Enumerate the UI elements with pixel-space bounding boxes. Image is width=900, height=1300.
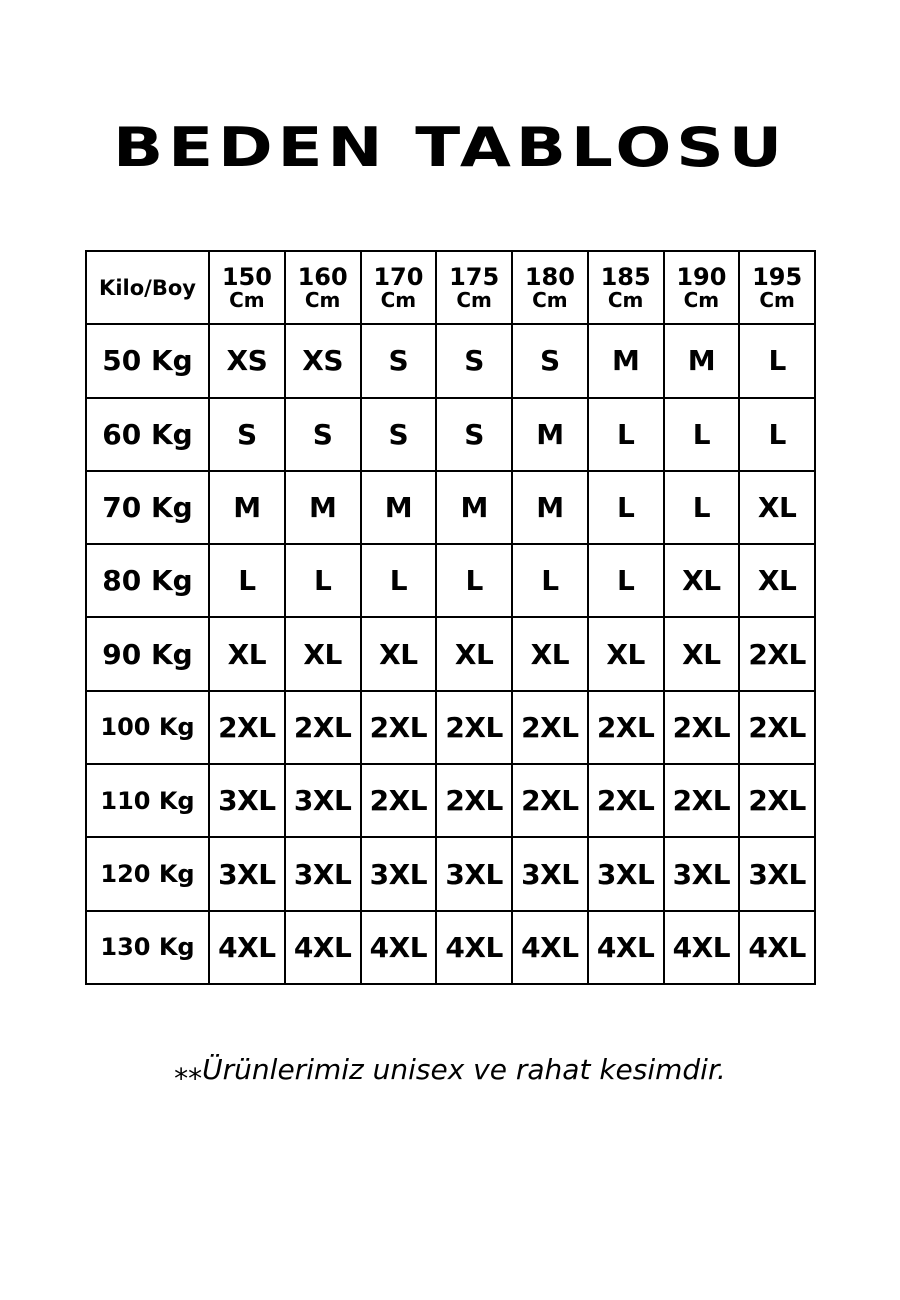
size-cell: XL [361, 617, 437, 690]
size-cell: L [739, 324, 815, 397]
size-cell: 2XL [436, 764, 512, 837]
size-cell: 4XL [285, 911, 361, 984]
size-cell: L [588, 398, 664, 471]
weight-label: 70 Kg [86, 471, 209, 544]
height-header-195 [739, 251, 815, 324]
size-cell: 2XL [436, 691, 512, 764]
weight-label: 130 Kg [86, 911, 209, 984]
height-header-185 [588, 251, 664, 324]
size-cell: XS [209, 324, 285, 397]
size-cell: 4XL [361, 911, 437, 984]
size-cell: M [664, 324, 740, 397]
table-row [86, 617, 815, 690]
size-cell: 3XL [588, 837, 664, 910]
size-cell: 4XL [588, 911, 664, 984]
size-cell: 2XL [512, 691, 588, 764]
table-row [86, 837, 815, 910]
table-row [86, 691, 815, 764]
size-cell: M [512, 398, 588, 471]
size-cell: L [739, 398, 815, 471]
height-value: 160 [297, 263, 348, 292]
size-cell: 2XL [739, 691, 815, 764]
height-value: 150 [221, 263, 272, 292]
footnote: ⁎⁎Ürünlerimiz unisex ve rahat kesimdir. [174, 1053, 726, 1086]
weight-label: 100 Kg [86, 691, 209, 764]
size-cell: 3XL [361, 837, 437, 910]
size-cell: 2XL [209, 691, 285, 764]
height-header-180 [512, 251, 588, 324]
corner-label: Kilo/Boy [86, 251, 209, 324]
height-unit: Cm [229, 288, 265, 313]
size-cell: L [588, 471, 664, 544]
weight-label: 120 Kg [86, 837, 209, 910]
size-cell: S [285, 398, 361, 471]
size-cell: M [285, 471, 361, 544]
height-unit: Cm [607, 288, 644, 313]
table-row [86, 911, 815, 984]
size-cell: L [664, 471, 740, 544]
weight-label: 110 Kg [86, 764, 209, 837]
size-cell: L [285, 544, 361, 617]
height-value: 170 [373, 263, 424, 292]
weight-label: 60 Kg [86, 398, 209, 471]
weight-label: 50 Kg [86, 324, 209, 397]
height-value: 185 [600, 263, 651, 292]
size-cell: 2XL [588, 764, 664, 837]
weight-label: 90 Kg [86, 617, 209, 690]
size-cell: 3XL [209, 764, 285, 837]
size-cell: 2XL [361, 691, 437, 764]
weight-label: 80 Kg [86, 544, 209, 617]
height-value: 190 [676, 263, 727, 292]
size-cell: M [588, 324, 664, 397]
size-cell: 3XL [285, 837, 361, 910]
size-cell: 2XL [739, 617, 815, 690]
height-header-row [86, 251, 815, 324]
size-cell: S [361, 324, 437, 397]
size-cell: 4XL [436, 911, 512, 984]
table-row [86, 544, 815, 617]
height-unit: Cm [532, 288, 568, 313]
size-chart-table [85, 250, 816, 985]
size-cell: XL [664, 617, 740, 690]
size-cell: XL [512, 617, 588, 690]
table-row [86, 324, 815, 397]
size-cell: L [664, 398, 740, 471]
height-unit: Cm [304, 288, 341, 313]
size-cell: 2XL [361, 764, 437, 837]
size-cell: 3XL [664, 837, 740, 910]
size-cell: 3XL [512, 837, 588, 910]
size-cell: XL [285, 617, 361, 690]
size-cell: 3XL [209, 837, 285, 910]
size-cell: 3XL [739, 837, 815, 910]
height-value: 175 [449, 263, 500, 292]
size-cell: XL [588, 617, 664, 690]
size-cell: L [588, 544, 664, 617]
height-header-175 [436, 251, 512, 324]
size-cell: 2XL [664, 764, 740, 837]
size-cell: XL [739, 471, 815, 544]
size-cell: 4XL [664, 911, 740, 984]
page-title: BEDEN TABLOSU [112, 116, 788, 179]
size-cell: M [436, 471, 512, 544]
size-cell: XL [739, 544, 815, 617]
height-unit: Cm [759, 288, 795, 313]
size-cell: S [436, 324, 512, 397]
size-cell: L [361, 544, 437, 617]
size-cell: S [436, 398, 512, 471]
size-cell: L [512, 544, 588, 617]
height-header-150 [209, 251, 285, 324]
size-cell: XL [209, 617, 285, 690]
height-header-170 [361, 251, 437, 324]
size-cell: S [361, 398, 437, 471]
height-unit: Cm [380, 288, 417, 313]
size-cell: 4XL [512, 911, 588, 984]
size-cell: 3XL [436, 837, 512, 910]
size-cell: 4XL [209, 911, 285, 984]
size-cell: 2XL [739, 764, 815, 837]
size-cell: XL [436, 617, 512, 690]
table-row [86, 398, 815, 471]
height-header-190 [664, 251, 740, 324]
height-unit: Cm [456, 288, 492, 313]
size-chart-body [86, 251, 815, 984]
size-cell: 2XL [512, 764, 588, 837]
size-cell: S [512, 324, 588, 397]
height-unit: Cm [683, 288, 720, 313]
height-value: 195 [752, 263, 803, 292]
size-cell: 3XL [285, 764, 361, 837]
table-row [86, 764, 815, 837]
height-header-160 [285, 251, 361, 324]
size-cell: S [209, 398, 285, 471]
size-cell: M [512, 471, 588, 544]
size-cell: 2XL [285, 691, 361, 764]
size-cell: 4XL [739, 911, 815, 984]
size-cell: XS [285, 324, 361, 397]
table-row [86, 471, 815, 544]
height-value: 180 [524, 263, 575, 292]
size-cell: M [361, 471, 437, 544]
size-cell: L [436, 544, 512, 617]
size-cell: L [209, 544, 285, 617]
size-cell: 2XL [588, 691, 664, 764]
size-cell: M [209, 471, 285, 544]
size-cell: XL [664, 544, 740, 617]
size-cell: 2XL [664, 691, 740, 764]
